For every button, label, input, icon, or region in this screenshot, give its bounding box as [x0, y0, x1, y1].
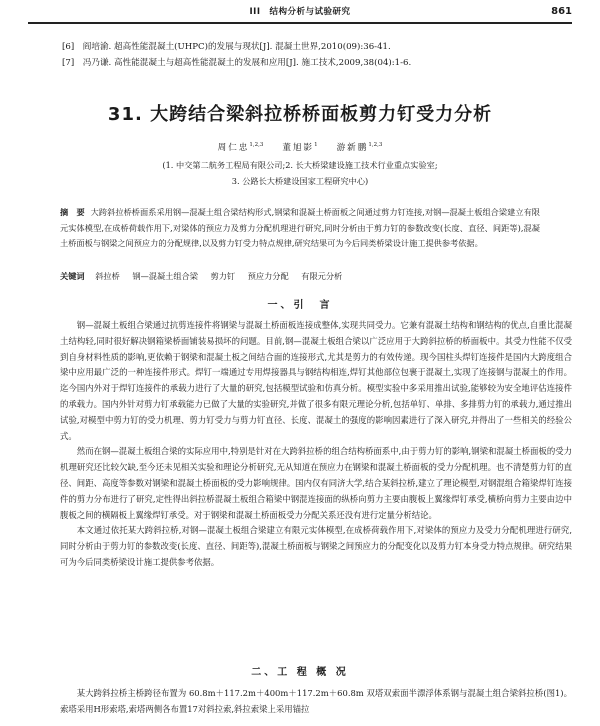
- page-number: 861: [551, 5, 572, 17]
- paragraph: 某大跨斜拉桥主桥跨径布置为 60.8m＋117.2m＋400m＋117.2m＋60.8m 双塔双索面半漂浮体系钢与混凝土组合梁斜拉桥(图1)。索塔采用H形索塔,索塔两侧各布置17对斜拉索,斜拉索梁上采用锚拉: [60, 688, 572, 714]
- paragraph: 钢—混凝土板组合梁通过抗剪连接件将钢梁与混凝土桥面板连接成整体,实现共同受力。它兼有混凝土结构和钢结构的优点,自重比混凝土结构轻,同时很好解决钢箱梁桥面铺装易损坏的问题。目前,钢—混凝土板组合梁以广泛应用于大跨斜拉桥的桥面板中。其受力性能不仅受到自身材料性质的影响,更依赖于钢梁和混凝土板之间结合面的连接形式,尤其是剪力的有效传递。现今国柱头焊钉连接件是国内大跨度组合梁中应用最广泛的一种连接件形式。焊钉一端通过专用焊接器具与钢结构相连,焊钉其他部位包裹于混凝土,实现了连接钢与混凝土的作用。迄今国内外对于焊钉连接件的承载力进行了大量的研究,包括模型试验和仿真分析。模型实验中多采用推出试验,能够较为安全地评估连接件的承载力。国内外针对剪力钉承载能力已做了大量的实验研究,并做了很多有限元理论分析,包括单钉、单排、多排剪力钉的承载力,通过推出试验,对模型中剪力钉的受力机理、剪力钉受力与剪力钉直径、长度、混凝土的强度的影响因素进行了深入研究,并得出了一些相关的经验公式。: [60, 320, 572, 441]
- affiliations: [0, 157, 600, 189]
- author-line: [0, 141, 600, 153]
- affiliation-line: 3. 公路长大桥建设国家工程研究中心): [231, 176, 369, 186]
- reference-item: [7] 冯乃谦. 高性能混凝土与超高性能混凝土的发展和应用[J]. 施工技术,2009,38(04):1-6.: [62, 58, 412, 68]
- running-header: [28, 0, 572, 24]
- abstract-label: 摘 要: [60, 207, 85, 217]
- paragraph: 本文通过依托某大跨斜拉桥,对钢—混凝土板组合梁建立有限元实体模型,在成桥荷载作用下,对梁体的预应力及受力分配机理进行研究,同时分析由于剪力钉的参数改变(长度、直径、间距等),混凝土桥面板与钢梁之间预应力的分配变化以及剪力钉本身受力特点规律。研究结果可为今后同类桥梁设计施工提供参考依据。: [60, 525, 572, 567]
- introduction-body: [60, 318, 572, 571]
- author-name: 周仁忠: [217, 143, 250, 153]
- reference-list: [62, 39, 572, 71]
- overview-body: [60, 686, 572, 718]
- affiliation-line: (1. 中交第二航务工程局有限公司;2. 长大桥梁建设施工技术行业重点实验室;: [162, 160, 438, 170]
- keyword: 预应力分配: [247, 271, 289, 281]
- author-affiliation-mark: 1,2,3: [249, 142, 264, 149]
- section-heading-introduction: 一、引 言: [267, 300, 333, 311]
- keyword: 斜拉桥: [95, 271, 120, 281]
- abstract: [60, 205, 540, 252]
- author-name: 游新鹏: [336, 143, 369, 153]
- paper-title: 31. 大跨结合梁斜拉桥桥面板剪力钉受力分析: [107, 104, 493, 125]
- reference-item: [6] 阎培渝. 超高性能混凝土(UHPC)的发展与现状[J]. 混凝土世界,2010(09):36-41.: [62, 42, 391, 52]
- author-affiliation-mark: 1: [314, 142, 318, 149]
- keyword: 有限元分析: [301, 271, 343, 281]
- keywords-label: 关键词: [60, 271, 85, 281]
- running-header-section: III 结构分析与试验研究: [249, 7, 351, 17]
- keywords: [60, 269, 540, 283]
- keyword: 剪力钉: [210, 271, 236, 281]
- keyword: 钢—混凝土组合梁: [132, 271, 198, 281]
- paragraph: 然而在钢—混凝土板组合梁的实际应用中,特别是针对在大跨斜拉桥的组合结构桥面系中,由于剪力钉的影响,钢梁和混凝土桥面板的受力机理研究还比较欠缺,至今还未见相关实验和理论分析研究,无从知道在预应力在钢梁和混凝土桥面板的受力分配机理。也不清楚剪力钉的直径、间距、高度等参数对钢梁和混凝土桥面板的受力影响规律。国内仅有同济大学,结合某斜拉桥,建立了理论模型,对钢混组合箱梁焊钉连接件的剪力分布进行了研究,定性得出斜拉桥混凝土板组合箱梁中钢混连接面的纵桥向剪力主要由腹板上翼缘焊钉承受,横桥向剪力主要由边中腹板之间的横隔板上翼缘焊钉承受。对于钢梁和混凝土桥面板受力分配关系还没有进行定量分析结论。: [60, 446, 572, 520]
- abstract-text: 大跨斜拉桥桥面系采用钢—混凝土组合梁结构形式,钢梁和混凝土桥面板之间通过剪力钉连接,对钢—混凝土板组合梁建立有限元实体模型,在成桥荷载作用下,对梁体的预应力及剪力分配机理进行研究,同时分析由于剪力钉的参数改变(长度、直径、间距等),混凝土桥面板与钢梁之间预应力的分配规律,以及剪力钉受力特点规律,研究结果可为今后同类桥梁设计施工提供参考依据。: [60, 207, 540, 249]
- author-affiliation-mark: 1,2,3: [368, 142, 383, 149]
- author-name: 董旭影: [282, 143, 315, 153]
- section-heading-overview: 二、工 程 概 况: [251, 667, 349, 678]
